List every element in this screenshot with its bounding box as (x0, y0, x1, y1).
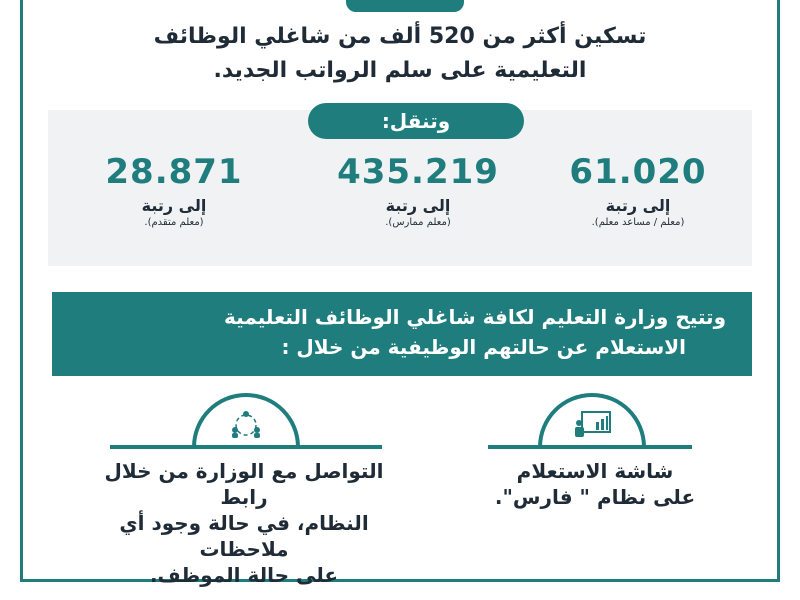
stat-advanced (84, 152, 264, 230)
stat-label: إلى رتبة (141, 196, 207, 215)
card-line: شاشة الاستعلام (516, 459, 674, 483)
card-contact-ministry (84, 458, 404, 588)
stat-sub: (معلم / مساعد معلم). (591, 217, 685, 228)
stat-number: 28.871 (105, 152, 243, 192)
stat-number: 435.219 (337, 152, 499, 192)
card-line: التواصل مع الوزارة من خلال رابط (104, 459, 384, 509)
banner-line-2: الاستعلام عن حالتهم الوظيفية من خلال : (281, 335, 686, 359)
stat-sub: (معلم متقدم). (144, 217, 204, 228)
transfer-pill: وتنقل: (308, 103, 524, 139)
dome-base-right (488, 445, 692, 449)
dome-base-left (110, 445, 382, 449)
card-line: النظام، في حالة وجود أي ملاحظات (119, 511, 369, 561)
headline (120, 20, 680, 88)
info-banner (52, 292, 752, 376)
stat-number: 61.020 (569, 152, 707, 192)
presentation-chart-icon (572, 410, 612, 440)
stat-label: إلى رتبة (605, 196, 671, 215)
stat-practitioner (328, 152, 508, 230)
stat-label: إلى رتبة (385, 196, 451, 215)
top-tab (346, 0, 464, 12)
card-line: على نظام " فارس". (494, 485, 696, 509)
stat-sub: (معلم ممارس). (385, 217, 451, 228)
stat-practitioner-assistant (548, 152, 728, 230)
headline-line-1: تسكين أكثر من 520 ألف من شاغلي الوظائف (153, 24, 647, 49)
card-inquiry-screen (470, 458, 720, 510)
people-network-icon (226, 410, 266, 440)
headline-line-2: التعليمية على سلم الرواتب الجديد. (213, 58, 587, 83)
card-line: على حالة الموظف. (149, 563, 339, 587)
banner-line-1: وتتيح وزارة التعليم لكافة شاغلي الوظائف التعليمية (224, 305, 726, 329)
